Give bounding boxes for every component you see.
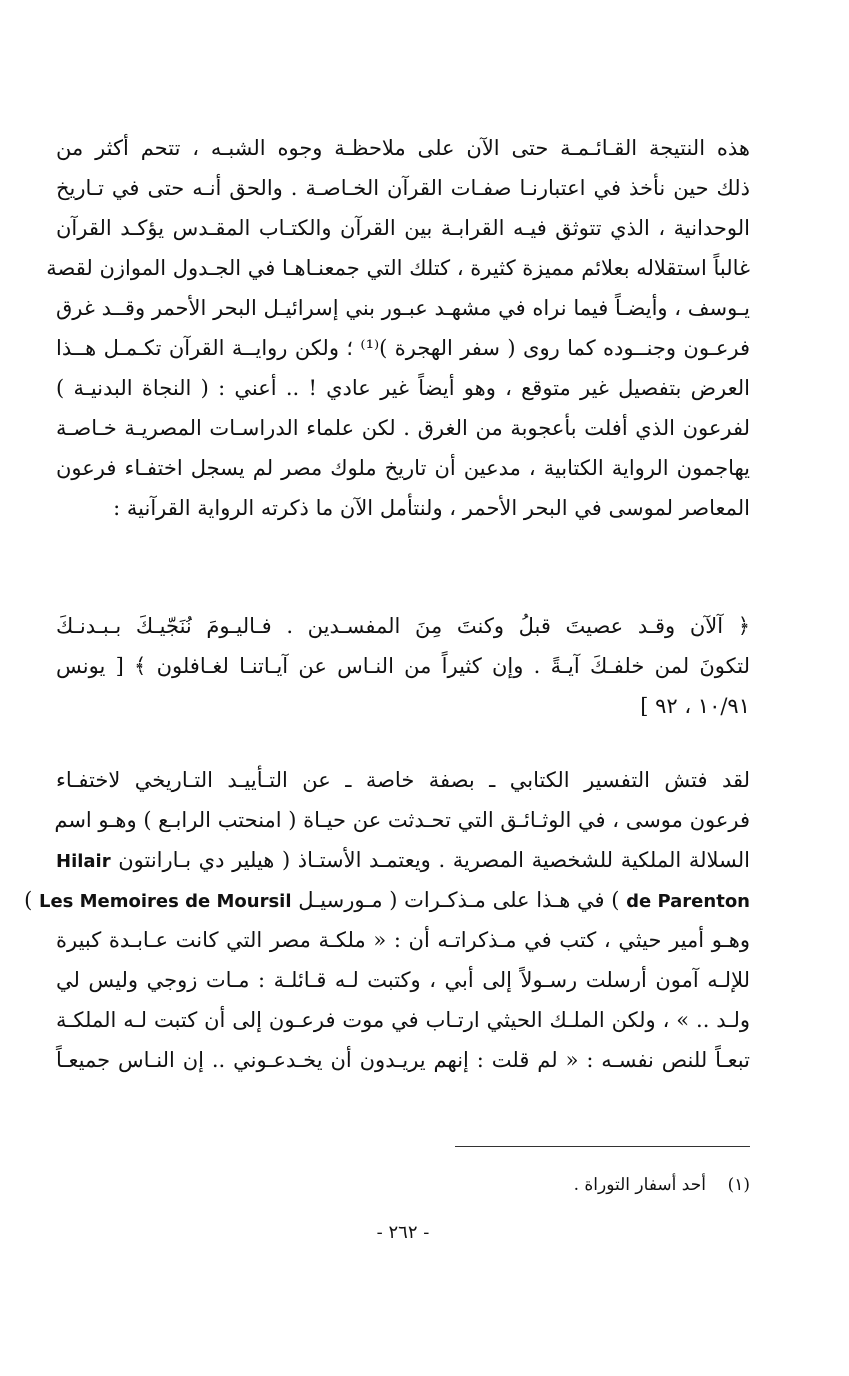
footnote-text: أحد أسفار التوراة . [573, 1175, 706, 1195]
text-line: غالباً استقلاله بعلائم مميزة كثيرة ، كتلك التي جمعنـاهـا في الجـدول الموازن لقصة [46, 256, 750, 280]
text-line: يهاجمون الرواية الكتابية ، مدعين أن تاريخ ملوك مصر لم يسجل اختفـاء فرعون [56, 456, 750, 480]
text-line: ولـد .. » ، ولكن الملـك الحيثي ارتـاب في موت فرعـون إلى أن كتبت لـه الملكـة [56, 1008, 750, 1032]
text-line: لقد فتش التفسير الكتابي ـ بصفة خاصة ـ عن التـأييـد التـاريخي لاختفـاء [56, 768, 750, 792]
text-line [56, 840, 750, 880]
quran-verse [56, 606, 750, 726]
latin-name: Hilair [56, 851, 111, 872]
footnote [574, 1170, 750, 1200]
text-segment: ) [604, 888, 620, 912]
latin-title: Les Memoires de Moursil [38, 891, 292, 912]
text-line: ذلك حين نأخذ في اعتبارنـا صفـات القرآن الخـاصـة . والحق أنـه حتى في تـاريخ [56, 176, 750, 200]
paragraph-1 [46, 128, 750, 528]
text-line: يـوسف ، وأيضـاً فيما نراه في مشهـد عبـور بني إسرائيـل البحر الأحمر وقــد غرق [56, 296, 750, 320]
latin-name: de Parenton [626, 891, 750, 912]
text-line: تبعـاً للنص نفسـه : « لم قلت : إنهم يريـدون أن يخـدعـوني .. إن النـاس جميعـاً [56, 1048, 750, 1072]
text-line: وهـو أمير حيثي ، كتب في مـذكراتـه أن : « ملكـة مصر التي كانت عـابـدة كبيرة [56, 928, 750, 952]
text-line: هذه النتيجة القـائـمـة حتى الآن على ملاحظـة وجوه الشبـه ، تتحم أكثر من [56, 136, 750, 160]
text-segment: في هـذا على مـذكـرات ( مـورسيـل [298, 888, 605, 912]
page-number: - ٢٦٢ - [376, 1222, 430, 1243]
text-line: فرعـون وجنــوده كما روى ( سفر الهجرة )⁽¹⁾ ؛ ولكن روايــة القرآن تكـمـل هــذا [56, 336, 750, 360]
verse-line: لتكونَ لمن خلفـكَ آيـةً . وإن كثيراً من النـاس عن آيـاتنـا لغـافلون ﴾ [ يونس [56, 654, 750, 678]
text-line [24, 880, 750, 920]
text-line: العرض بتفصيل غير متوقع ، وهو أيضاً غير عادي ! .. أعني : ( النجاة البدنيـة ) [56, 376, 750, 400]
text-line: للإلـه آمون أرسلت رسـولاً إلى أبي ، وكتبت لـه قـائلـة : مـات زوجي وليس لي [56, 968, 750, 992]
text-line: الوحدانية ، الذي تتوثق فيـه القرابـة بين القرآن والكتـاب المقـدس يؤكـد القرآن [56, 216, 750, 240]
paragraph-2 [24, 760, 750, 1080]
footnote-marker: (١) [727, 1175, 750, 1195]
footnote-divider [455, 1146, 750, 1147]
verse-reference: ١٠/٩١ ، ٩٢ ] [640, 694, 750, 718]
verse-line: ﴿ آلآن وقـد عصيتَ قبلُ وكنتَ مِنَ المفسـدين . فـاليـومَ نُنَجّيـكَ بـبـدنـكَ [56, 614, 750, 638]
text-segment: ) [24, 888, 33, 912]
text-segment: السلالة الملكية للشخصية المصرية . ويعتمـد الأستـاذ ( هيلير دي بـارانتون [118, 848, 750, 872]
text-line: لفرعون الذي أفلت بأعجوبة من الغرق . لكن علماء الدراسـات المصريـة خـاصـة [56, 416, 750, 440]
text-line: المعاصر لموسى في البحر الأحمر ، ولنتأمل الآن ما ذكرته الرواية القرآنية : [113, 496, 750, 520]
text-line: فرعون موسى ، في الوثـائـق التي تحـدثت عن حيـاة ( امنحتب الرابـع ) وهـو اسم [54, 808, 750, 832]
